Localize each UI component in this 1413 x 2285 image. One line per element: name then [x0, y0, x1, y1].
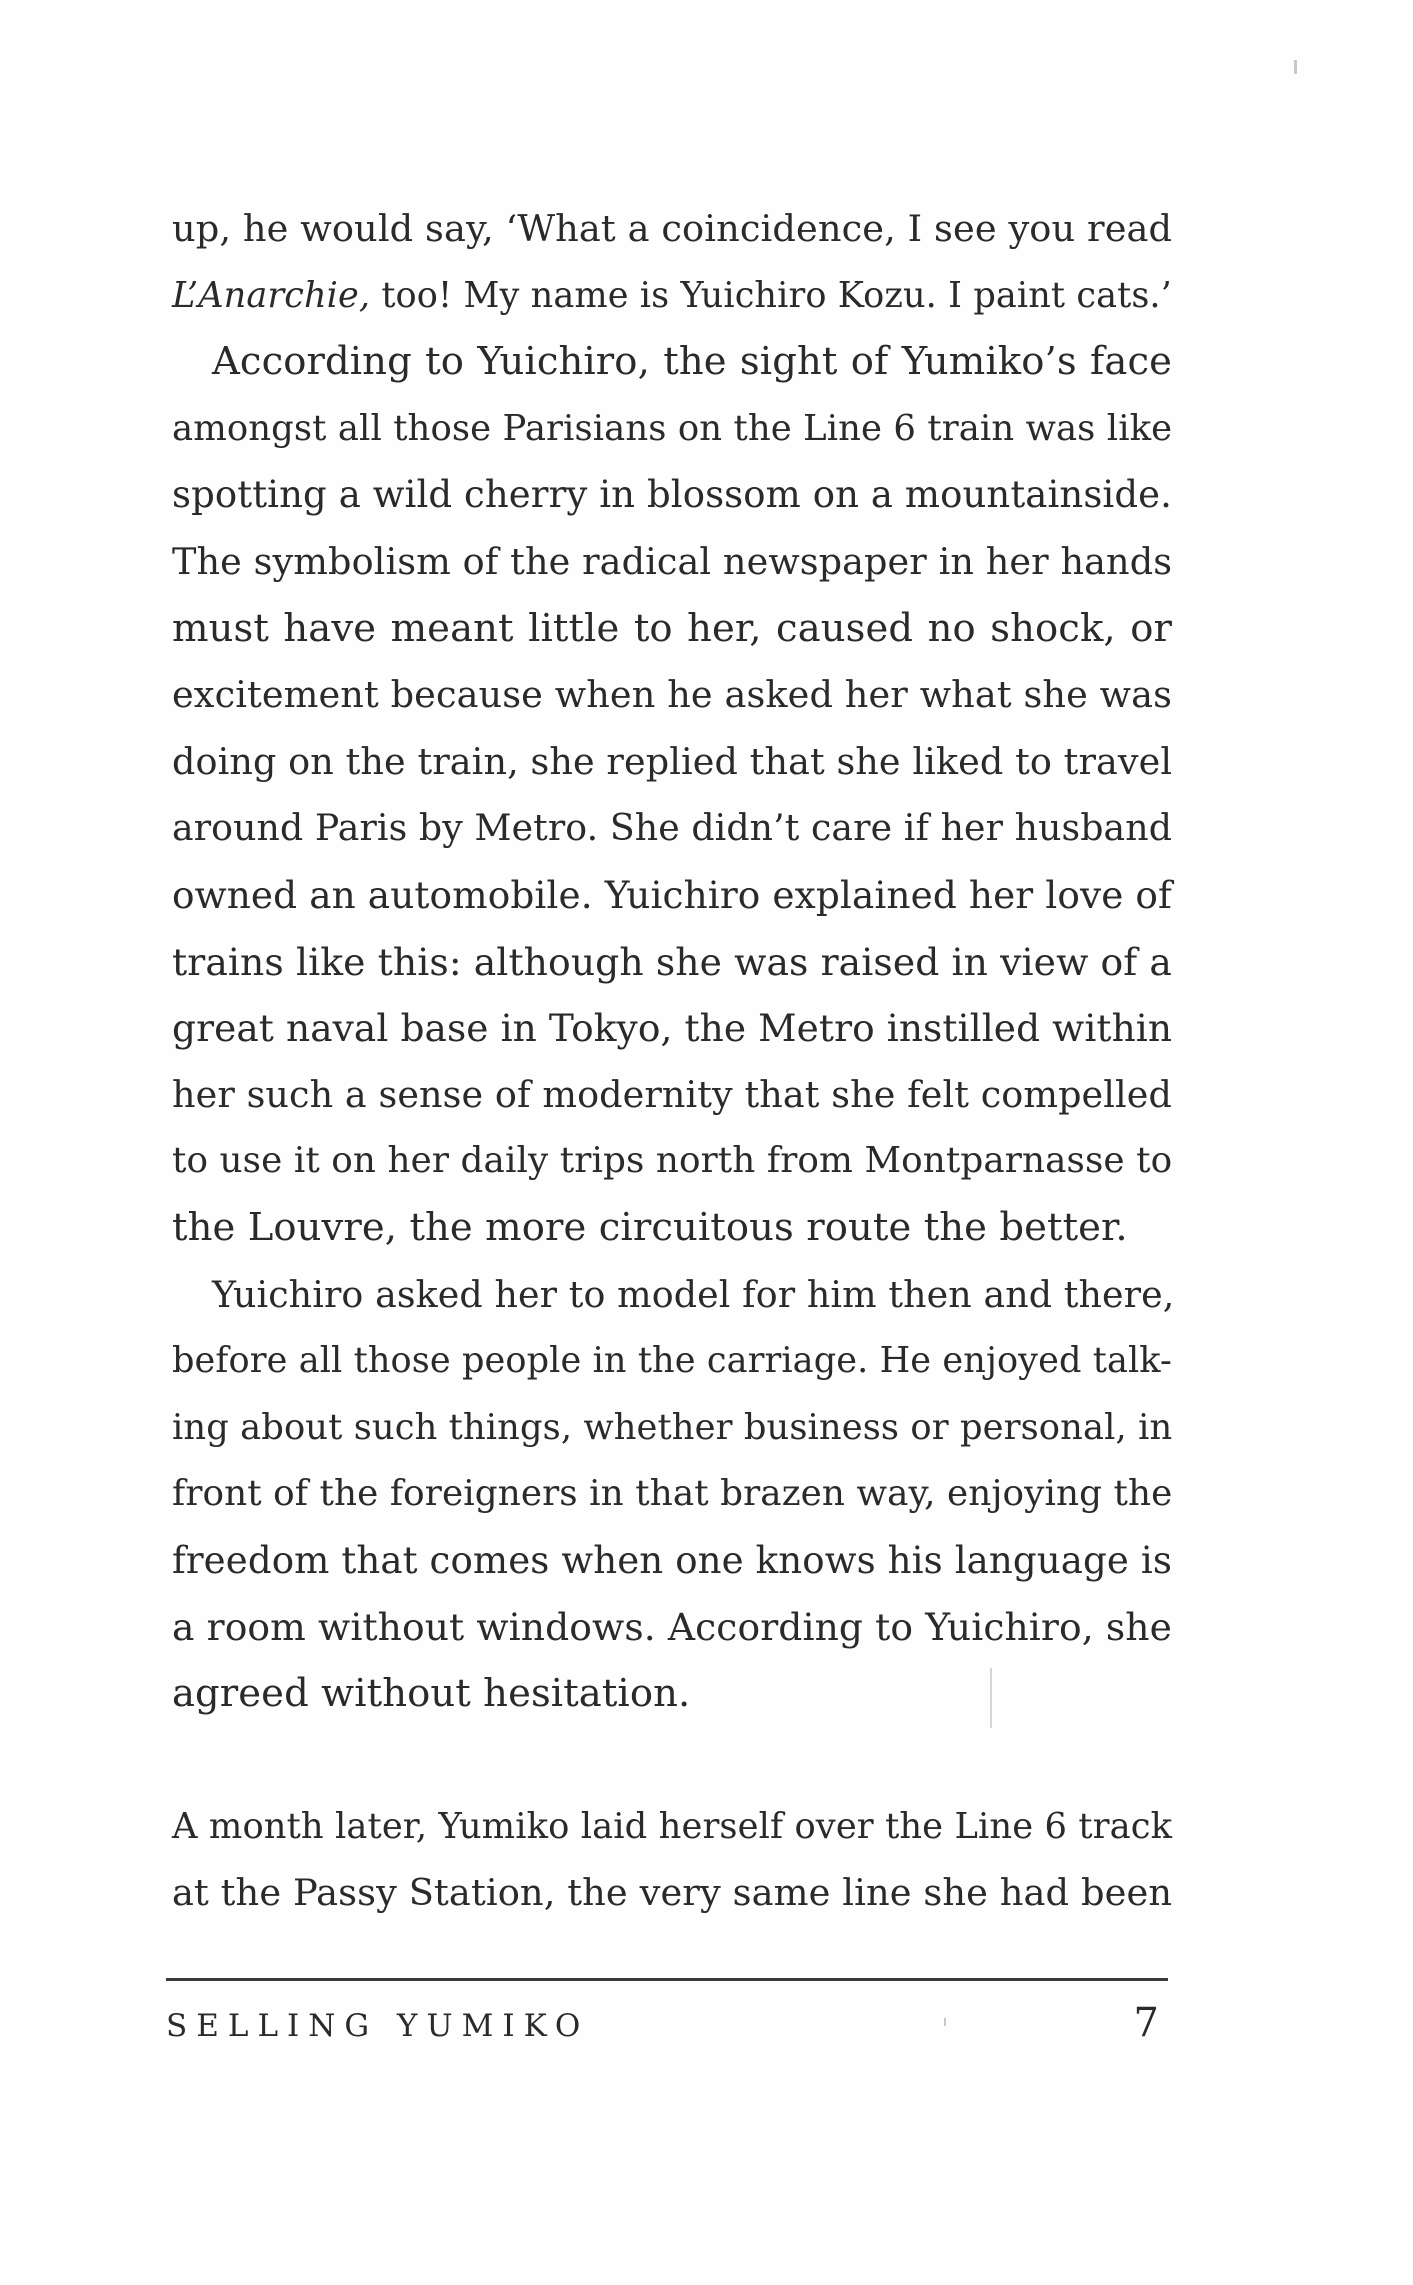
text-line: agreed without hesitation.: [172, 1671, 691, 1717]
running-footer-title: SELLING YUMIKO: [166, 2008, 590, 2044]
text-fragment: too! My name is Yuichiro Kozu. I paint cats.’: [370, 274, 1172, 316]
scan-speck: [990, 1668, 992, 1728]
page-number: 7: [1133, 2000, 1159, 2046]
text-line: freedom that comes when one knows his language is: [172, 1538, 1172, 1582]
text-line: to use it on her daily trips north from Montparnasse to: [172, 1140, 1173, 1182]
text-line: The symbolism of the radical newspaper in her hands: [172, 539, 1173, 583]
section-first-line: A month later, Yumiko laid herself over the Line 6 track: [172, 1805, 1173, 1847]
text-line: up, he would say, ‘What a coincidence, I see you read: [172, 207, 1173, 250]
footer-rule: [166, 1978, 1168, 1981]
text-line: ing about such things, whether business or personal, in: [172, 1406, 1173, 1448]
body-text: [172, 196, 1175, 1927]
text-line: the Louvre, the more circuitous route the better.: [172, 1204, 1128, 1250]
text-line: spotting a wild cherry in blossom on a mountainside.: [172, 473, 1172, 517]
section-break: [172, 1728, 1172, 1794]
text-line: at the Passy Station, the very same line she had been: [172, 1871, 1173, 1915]
text-line: front of the foreigners in that brazen way, enjoying the: [172, 1473, 1173, 1515]
paragraph-first-line: According to Yuichiro, the sight of Yumiko’s face: [212, 339, 1172, 385]
text-line: amongst all those Parisians on the Line 6 train was like: [172, 407, 1173, 449]
text-line: great naval base in Tokyo, the Metro instilled within: [172, 1006, 1173, 1051]
text-line: a room without windows. According to Yuichiro, she: [172, 1605, 1172, 1650]
text-line: doing on the train, she replied that she liked to travel: [172, 739, 1173, 783]
text-line: [172, 263, 1172, 330]
text-line: her such a sense of modernity that she felt compelled: [172, 1072, 1172, 1116]
text-line: before all those people in the carriage. He enjoyed talk-: [172, 1340, 1172, 1382]
text-line: trains like this: although she was raised in view of a: [172, 939, 1172, 984]
italic-title: L’Anarchie,: [172, 274, 371, 316]
scan-speck: [944, 2018, 946, 2026]
scan-speck: [1294, 60, 1297, 74]
text-line: owned an automobile. Yuichiro explained her love of: [172, 872, 1172, 917]
text-line: excitement because when he asked her what she was: [172, 673, 1172, 717]
text-line: must have meant little to her, caused no shock, or: [172, 605, 1172, 651]
text-line: around Paris by Metro. She didn’t care if her husband: [172, 806, 1172, 850]
paragraph-first-line: Yuichiro asked her to model for him then and there,: [212, 1272, 1175, 1316]
